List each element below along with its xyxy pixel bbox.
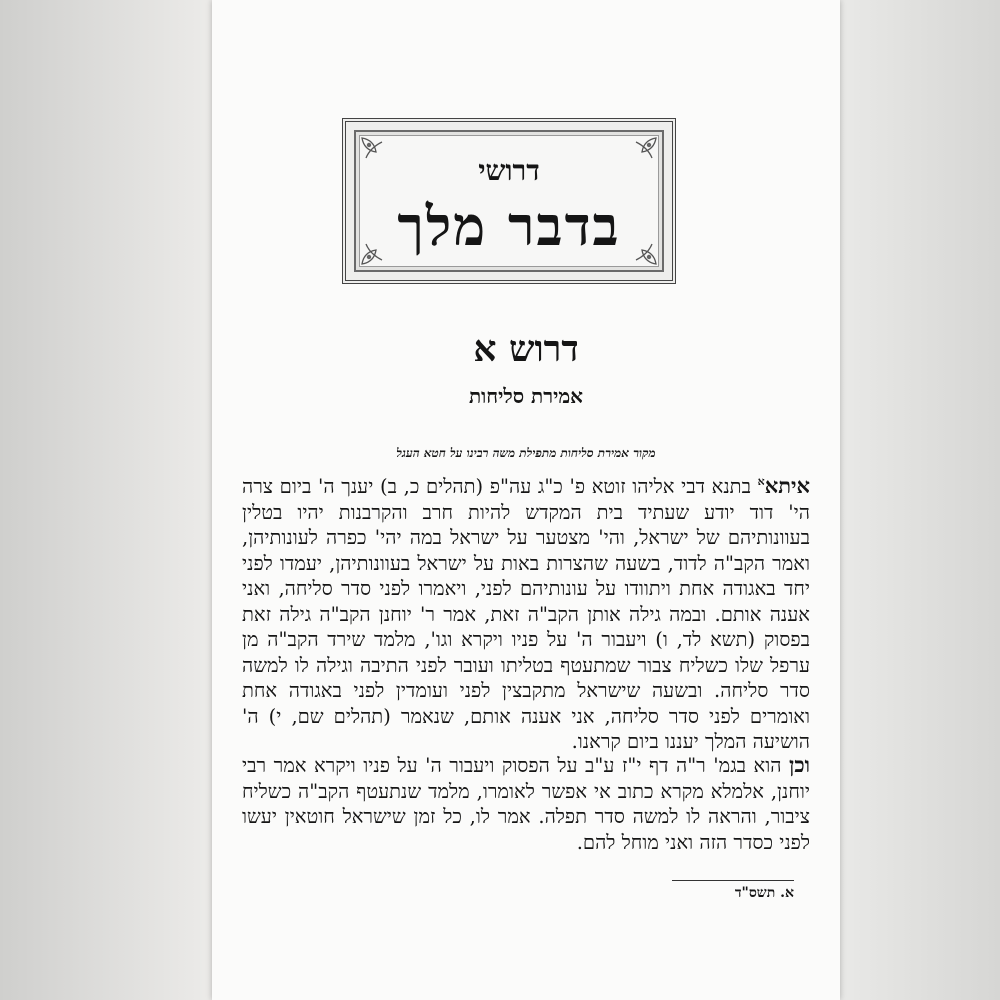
footnote-divider xyxy=(672,880,794,881)
paragraph-lead-word: איתא$^א$ xyxy=(757,473,810,498)
source-line: מקור אמירת סליחות מתפילת משה רבינו על חטא העגל xyxy=(396,446,656,460)
paragraph-lead-word: וכן xyxy=(789,752,810,777)
paragraph-text: הוא בגמ' ר"ה דף י"ז ע"ב על הפסוק ויעבור ה' על פניו ויקרא אמר רבי יוחנן, אלמלא מקרא כתוב אי אפשר לאומרו, מלמד שנתעטף הקב"ה כשליח ציבור, והראה לו למשה סדר תפלה. אמר לו, כל זמן שישראל חוטאין יעשו לפני כסדר הזה ואני מוחל להם. xyxy=(242,754,810,854)
footnote: א. תשס"ד xyxy=(734,885,794,901)
paragraph xyxy=(242,469,810,755)
paragraph xyxy=(242,752,810,855)
book-title: בדבר מלך xyxy=(397,194,621,258)
paragraph-text: בתנא דבי אליהו זוטא פ' כ"ג עה"פ (תהלים כ, ב) יענך ה' ביום צרה הי' דוד יודע שעתיד בית המקדש להיות חרב והקרבנות יהיו בטלין בעוונותיהם של ישראל, והי' מצטער על ישראל במה יהי' כפרה לעונותיהן, ואמר הקב"ה לדוד, בשעה שהצרות באות על ישראל בעוונותיהן, יעמדו לפני יחד באגודה אחת ויתוודו על עונותיהם לפני, ויאמרו לפני סדר סליחה, ואני אענה אותם. ובמה גילה אותן הקב"ה זאת, אמר ר' יוחנן הקב"ה גילה זאת בפסוק (תשא לד, ו) ויעבור ה' על פניו ויקרא וגו', מלמד שירד הקב"ה מן ערפל שלו כשליח צבור שמתעטף בטליתו ועובר לפני התיבה וגילה לו למשה סדר סליחה. ובשעה שישראל מתקבצין לפני ועומדין לפני באגודה אחת ואומרים לפני סדר סליחה, אני אענה אותם, שנאמר (תהלים שם, י) ה' הושיעה המלך יעננו ביום קראנו. xyxy=(242,475,810,753)
left-background xyxy=(0,0,212,1000)
book-kicker: דרושי xyxy=(478,154,540,187)
chapter-title: דרוש א xyxy=(473,328,579,370)
title-frame-inner xyxy=(354,130,664,272)
book-page xyxy=(212,0,840,1000)
title-frame xyxy=(342,118,676,284)
footnote-marker: א xyxy=(757,475,765,488)
right-background xyxy=(840,0,1000,1000)
chapter-subtitle: אמירת סליחות xyxy=(468,384,584,408)
